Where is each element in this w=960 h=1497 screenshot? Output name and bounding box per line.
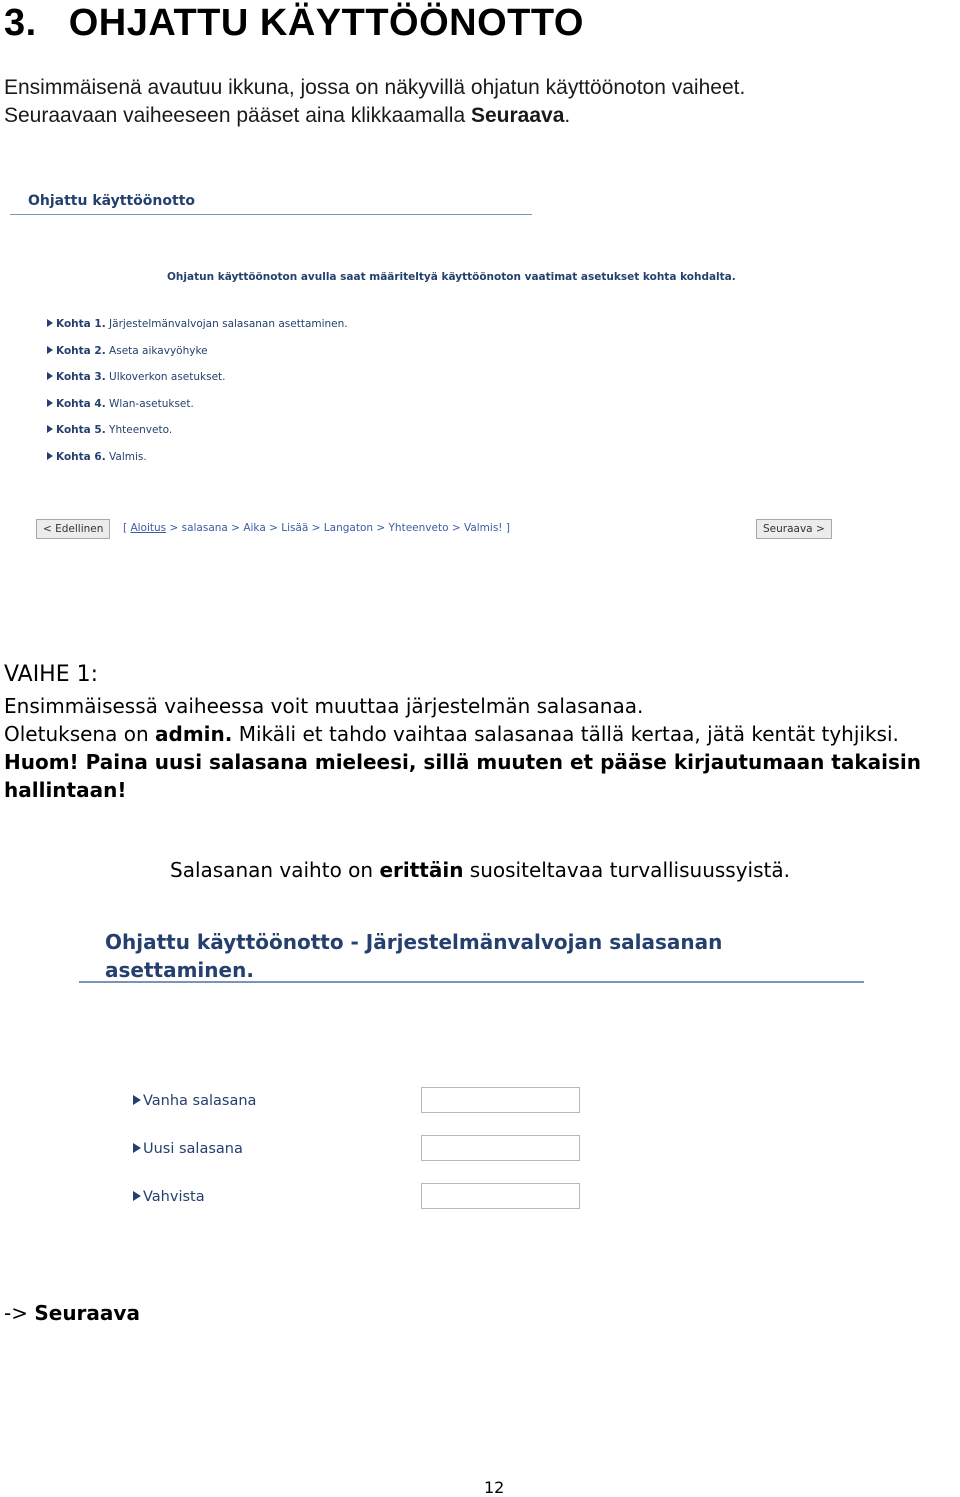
intro-paragraph: [4, 74, 745, 130]
password-field-list: [133, 1093, 256, 1237]
intro-seuraava: Seuraava: [470, 104, 565, 127]
step-text: Järjestelmänvalvojan salasanan asettaminen.: [109, 318, 348, 330]
arrow-right-icon: [47, 372, 53, 380]
section-heading: [4, 2, 584, 45]
vaihe-line-2-suffix: Mikäli et tahdo vaihtaa salasanaa tällä kertaa, jätä kentät tyhjiksi.: [232, 722, 899, 746]
vaihe-heading: VAIHE 1:: [4, 662, 99, 687]
wizard-breadcrumb: [123, 522, 510, 534]
wizard-step[interactable]: [47, 398, 348, 425]
next-label: Seuraava: [34, 1301, 140, 1325]
wizard-step[interactable]: [47, 451, 348, 478]
confirm-password-label: Vahvista: [143, 1189, 205, 1205]
step-label: Kohta 3.: [56, 371, 106, 383]
intro-line-2-suffix: .: [564, 104, 571, 127]
confirm-password-row: [133, 1189, 256, 1237]
step-label: Kohta 6.: [56, 450, 106, 463]
step-text: Yhteenveto.: [109, 424, 173, 436]
intro-line-2-prefix: Seuraavaan vaiheeseen pääset aina klikkaamalla: [4, 104, 471, 127]
page-number: 12: [484, 1478, 505, 1497]
recommendation-prefix: Salasanan vaihto on: [170, 858, 380, 882]
wizard-step[interactable]: [47, 424, 348, 451]
step-label: Kohta 4.: [56, 397, 106, 410]
next-arrow: ->: [4, 1301, 35, 1325]
step-label: Kohta 5.: [56, 424, 106, 436]
wizard-title: Ohjattu käyttöönotto: [28, 193, 196, 209]
wizard-step[interactable]: [47, 345, 348, 372]
default-password: admin.: [155, 722, 233, 746]
old-password-row: [133, 1093, 256, 1141]
arrow-right-icon: [133, 1143, 141, 1153]
new-password-label: Uusi salasana: [143, 1141, 243, 1157]
section-number: 3.: [4, 2, 37, 44]
old-password-input[interactable]: [421, 1087, 580, 1113]
new-password-row: [133, 1141, 256, 1189]
breadcrumb-open: [: [123, 522, 131, 534]
wizard-overview-screenshot: [0, 185, 860, 555]
wizard-step[interactable]: [47, 318, 348, 345]
next-button[interactable]: Seuraava >: [756, 519, 832, 539]
vaihe-paragraph: [4, 692, 960, 804]
arrow-right-icon: [47, 425, 53, 433]
breadcrumb-link-aloitus[interactable]: Aloitus: [130, 522, 167, 534]
confirm-password-input[interactable]: [421, 1183, 580, 1209]
recommendation-suffix: suositeltavaa turvallisuussyistä.: [463, 858, 790, 882]
step-label: Kohta 2.: [56, 344, 106, 357]
arrow-right-icon: [47, 399, 53, 407]
step-text: Valmis.: [109, 450, 147, 463]
password-form-rule: [79, 981, 864, 983]
recommendation-bold: erittäin: [379, 858, 464, 882]
breadcrumb-rest: > salasana > Aika > Lisää > Langaton > Yhteenveto > Valmis! ]: [166, 522, 510, 534]
arrow-right-icon: [133, 1095, 141, 1105]
wizard-step[interactable]: [47, 371, 348, 398]
vaihe-line-1: Ensimmäisessä vaiheessa voit muuttaa järjestelmän salasanaa.: [4, 694, 644, 718]
arrow-right-icon: [47, 346, 53, 354]
intro-line-1: Ensimmäisenä avautuu ikkuna, jossa on näkyvillä ohjatun käyttöönoton vaiheet.: [4, 76, 746, 99]
previous-button[interactable]: < Edellinen: [36, 519, 110, 539]
recommendation: [170, 858, 790, 882]
vaihe-note: Huom! Paina uusi salasana mieleesi, sillä muuten et pääse kirjautumaan takaisin hallintaan!: [4, 750, 921, 802]
password-form-screenshot: [79, 925, 879, 1225]
arrow-right-icon: [47, 319, 53, 327]
old-password-label: Vanha salasana: [143, 1093, 257, 1109]
wizard-title-rule: [10, 214, 532, 215]
step-text: Wlan-asetukset.: [109, 397, 194, 410]
step-label: Kohta 1.: [56, 318, 106, 330]
section-title: OHJATTU KÄYTTÖÖNOTTO: [68, 2, 584, 44]
step-text: Ulkoverkon asetukset.: [109, 371, 226, 383]
step-text: Aseta aikavyöhyke: [109, 344, 208, 357]
wizard-subtitle: Ohjatun käyttöönoton avulla saat määriteltyä käyttöönoton vaatimat asetukset kohta kohdalta.: [167, 271, 736, 283]
next-instruction: [4, 1301, 140, 1325]
password-form-title: Ohjattu käyttöönotto - Järjestelmänvalvojan salasanan asettaminen.: [105, 930, 723, 982]
wizard-step-list: [47, 318, 348, 477]
vaihe-line-2-prefix: Oletuksena on: [4, 722, 155, 746]
arrow-right-icon: [133, 1191, 141, 1201]
arrow-right-icon: [47, 452, 53, 460]
new-password-input[interactable]: [421, 1135, 580, 1161]
